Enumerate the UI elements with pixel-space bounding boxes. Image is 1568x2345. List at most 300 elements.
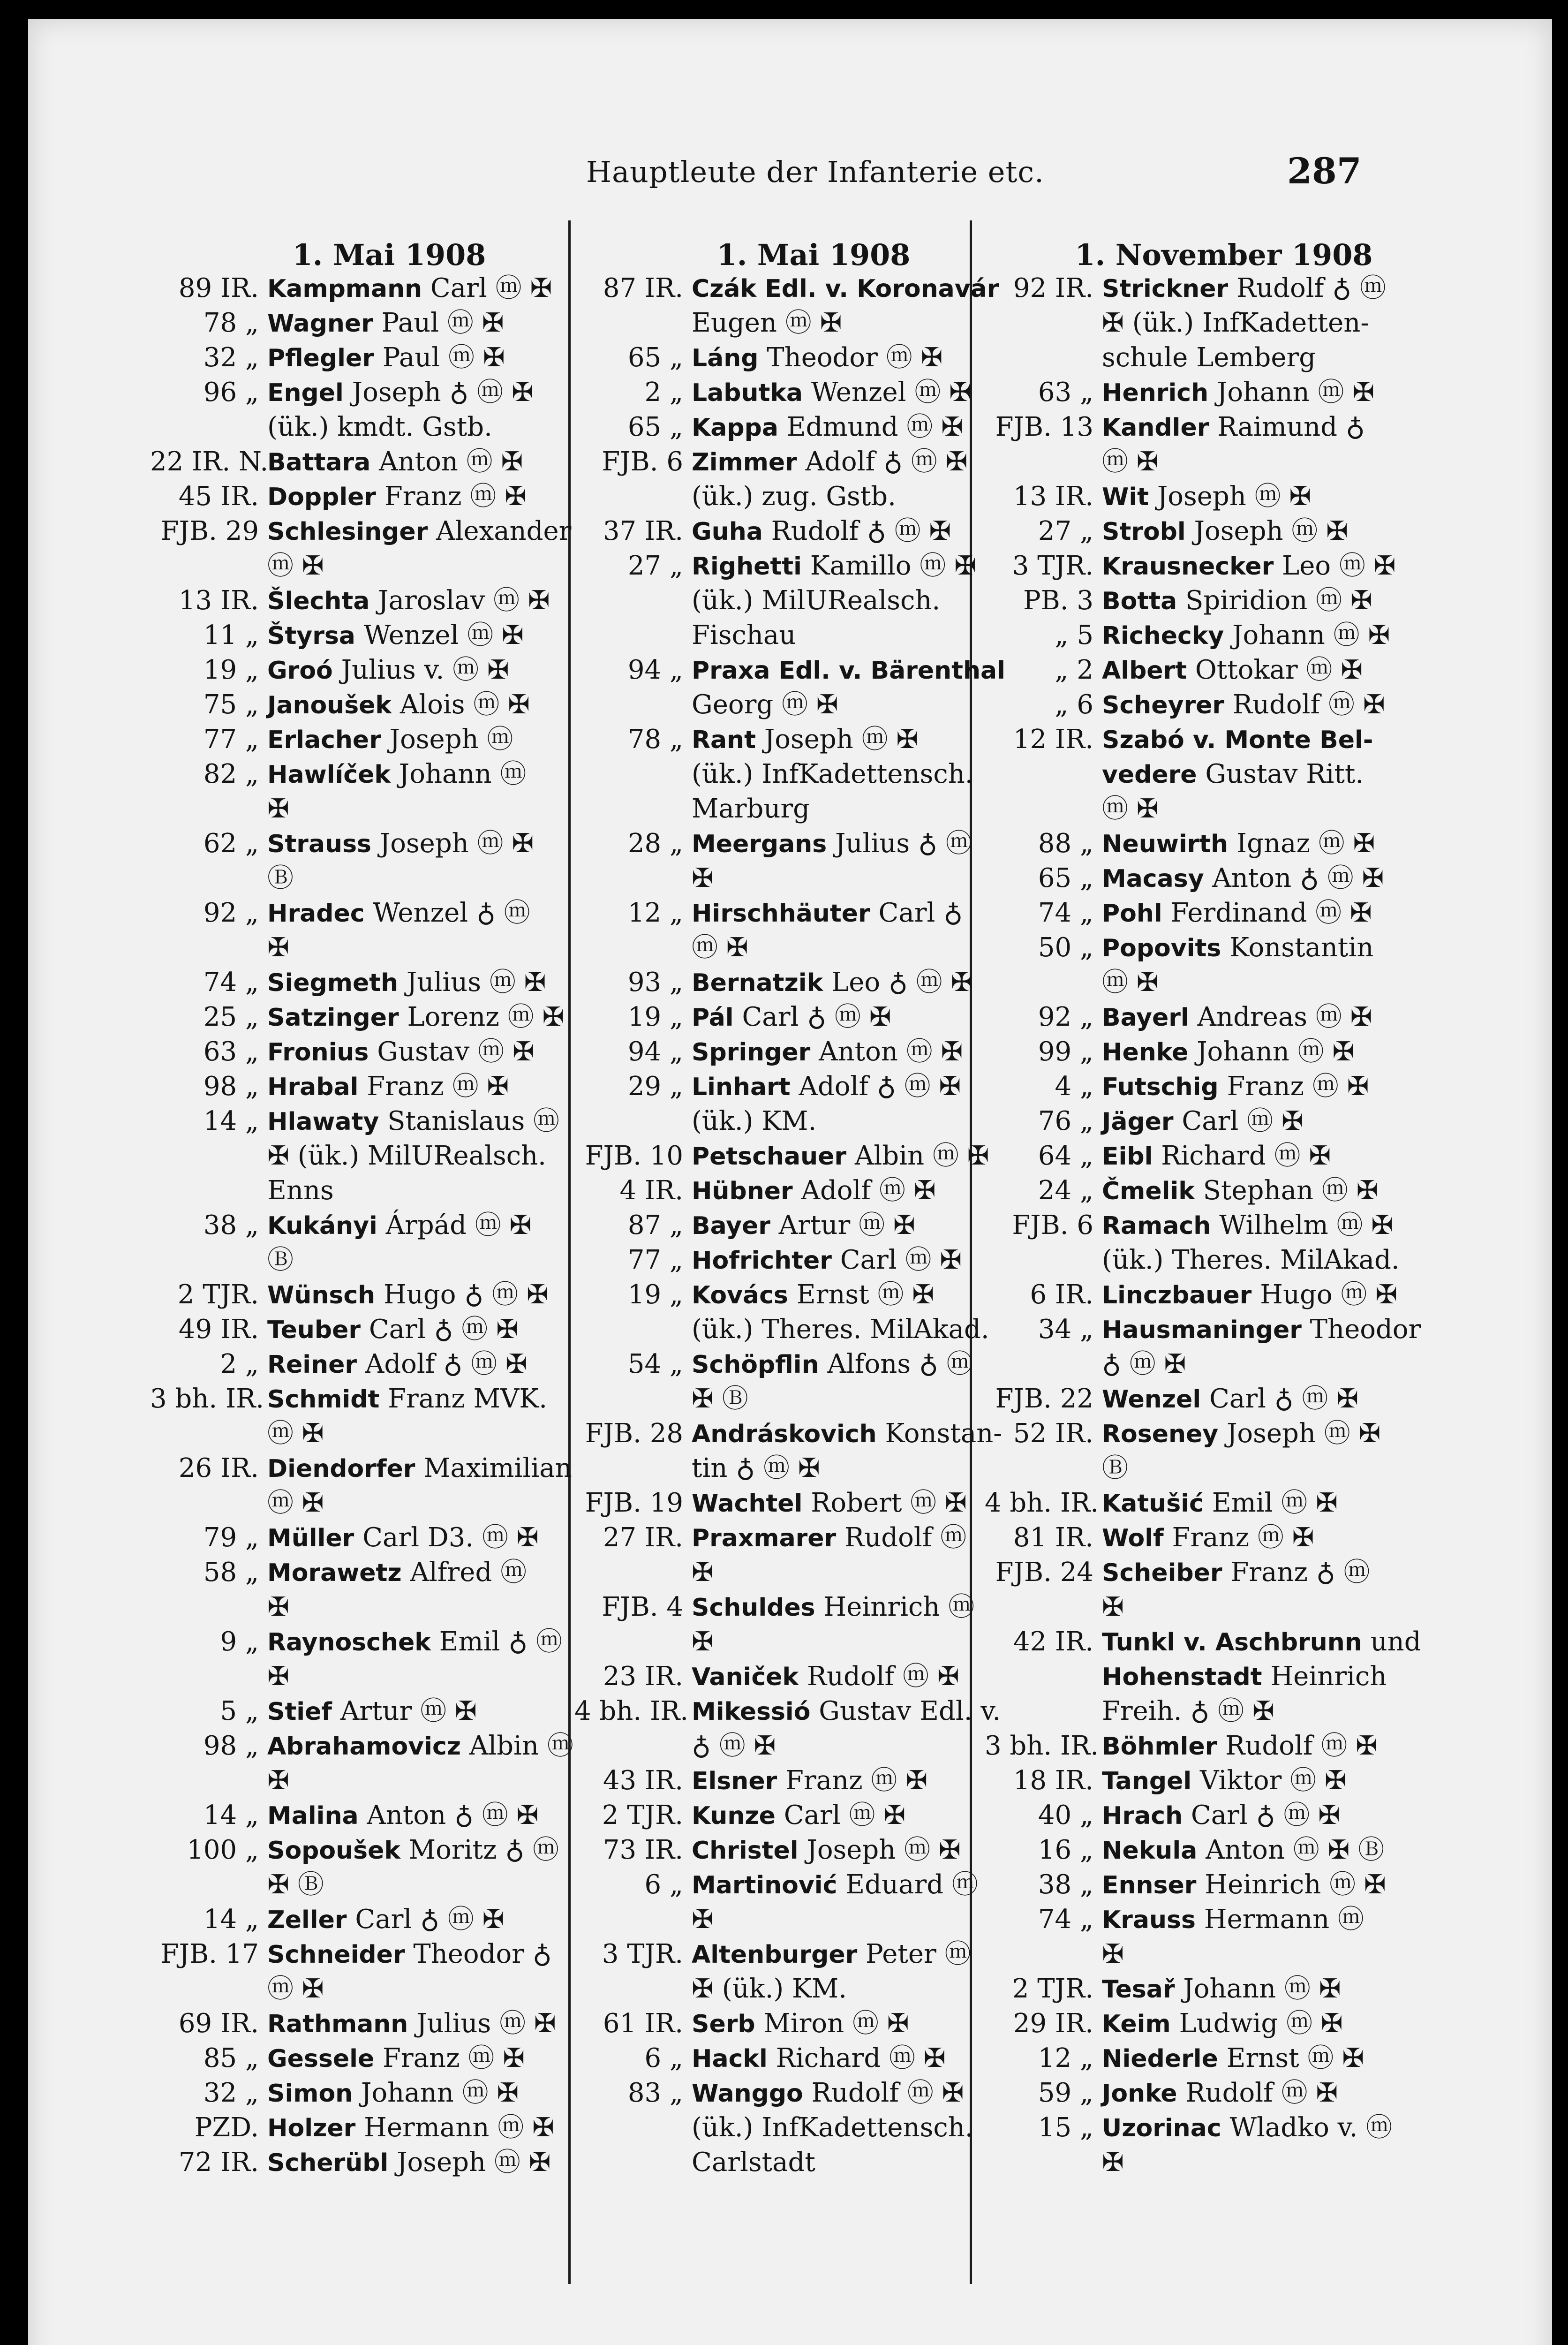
entry-details: Alfons ♁ ⓜ — [827, 1349, 973, 1379]
entry-details: (ük.) kmdt. Gstb. — [267, 412, 492, 442]
entry-text — [692, 306, 996, 341]
unit-label: 100 „ — [187, 1835, 259, 1865]
entry-text — [267, 1173, 572, 1209]
unit-label: 29 „ — [627, 1071, 683, 1102]
unit-label: 73 IR. — [603, 1835, 683, 1865]
entry-text — [267, 1069, 572, 1104]
surname: Schöpflin — [692, 1351, 819, 1379]
entry-text — [1102, 722, 1407, 757]
entry-text — [1102, 410, 1407, 445]
unit-label: 77 „ — [203, 724, 259, 755]
unit-label: 2 TJR. — [1012, 1974, 1093, 2004]
surname: Sopoušek — [267, 1837, 400, 1865]
roster-line — [150, 479, 572, 514]
entry-text — [1102, 1243, 1407, 1278]
entry-details: ⓜ ✠ — [1102, 794, 1159, 824]
entry-details: Joseph ⓜ ✠ — [807, 1835, 961, 1865]
entry-details: Maximilian — [423, 1453, 572, 1483]
surname: Janoušek — [267, 691, 392, 719]
unit-label: 6 IR. — [1030, 1279, 1093, 1310]
surname: Hrabal — [267, 1073, 359, 1101]
entry-details: Leo ♁ ⓜ ✠ — [831, 967, 973, 998]
unit-label: FJB. 17 — [160, 1939, 259, 1969]
entry-details: Carl ♁ ⓜ ✠ — [1209, 1384, 1359, 1414]
unit-label: 61 IR. — [603, 2008, 683, 2039]
unit-label: 19 „ — [203, 655, 259, 685]
entry-text — [267, 340, 572, 376]
surname: Pohl — [1102, 900, 1162, 928]
unit-label: 38 „ — [203, 1210, 259, 1241]
entry-text — [1102, 1868, 1407, 1903]
unit-label: 45 IR. — [178, 481, 259, 512]
unit-label: 63 „ — [203, 1036, 259, 1067]
entry-details: Carl ♁ ⓜ ✠ — [369, 1314, 518, 1345]
entry-text — [692, 618, 996, 653]
entry-details: Joseph ⓜ ✠ — [1157, 481, 1312, 512]
entry-details: Carl ♁ ⓜ ✠ — [1191, 1800, 1341, 1831]
unit-label: 27 IR. — [603, 1522, 683, 1553]
roster-line — [985, 1104, 1407, 1139]
unit-label: 12 „ — [1038, 2043, 1093, 2073]
unit-label: 77 „ — [627, 1245, 683, 1275]
surname: Erlacher — [267, 726, 381, 754]
unit-label: 49 IR. — [178, 1314, 259, 1345]
entry-details: Johann ⓜ — [399, 759, 527, 789]
roster-line — [150, 583, 572, 618]
surname: Meergans — [692, 830, 827, 858]
surname: Hirschhäuter — [692, 900, 870, 928]
roster-line — [150, 1382, 572, 1416]
surname: Linhart — [692, 1073, 791, 1101]
roster-line — [985, 1451, 1407, 1486]
roster-line — [574, 1625, 996, 1659]
entry-details: Anton ⓜ ✠ Ⓑ — [1206, 1835, 1385, 1865]
unit-label: 12 IR. — [1013, 724, 1093, 755]
roster-line — [150, 306, 572, 340]
unit-label: 3 TJR. — [1012, 551, 1093, 581]
entry-text — [692, 1937, 996, 1972]
entry-text — [267, 2145, 572, 2180]
surname: Fronius — [267, 1038, 369, 1067]
unit-label: FJB. 19 — [585, 1488, 683, 1518]
entry-details: Rudolf ⓜ ✠ — [811, 2078, 964, 2108]
unit-label: 81 IR. — [1013, 1522, 1093, 1553]
entry-text — [1102, 1035, 1407, 1070]
roster-line — [574, 1208, 996, 1243]
entry-text — [1102, 1590, 1407, 1625]
entry-details: Wenzel ⓜ ✠ — [811, 377, 972, 408]
surname: Krauss — [1102, 1906, 1196, 1934]
entry-text — [1102, 896, 1407, 931]
roster-line — [574, 1833, 996, 1868]
unit-label: 23 IR. — [603, 1661, 683, 1692]
entry-details: Robert ⓜ ✠ — [811, 1488, 967, 1518]
entry-text — [267, 1451, 572, 1486]
roster-line — [150, 1035, 572, 1069]
entry-details: Anton ⓜ ✠ — [819, 1036, 963, 1067]
roster-line — [985, 2145, 1407, 2180]
roster-line — [150, 1625, 572, 1659]
entry-text — [267, 861, 572, 896]
entry-text — [692, 1972, 996, 2007]
surname: Ramach — [1102, 1212, 1211, 1240]
entry-text — [267, 1902, 572, 1937]
entry-details: Artur ⓜ ✠ — [340, 1696, 477, 1726]
entry-details: Ernst ⓜ ✠ — [796, 1279, 935, 1310]
entry-details: Albin ⓜ ✠ — [854, 1141, 989, 1171]
entry-text — [692, 722, 996, 757]
entry-details: ⓜ ✠ — [692, 932, 748, 963]
entry-text — [692, 1590, 996, 1625]
entry-details: Joseph ⓜ ✠ — [1226, 1418, 1381, 1449]
unit-label: 79 „ — [203, 1522, 259, 1553]
column-heading: 1. November 1908 — [1075, 238, 1373, 272]
entry-text — [692, 445, 996, 480]
roster-line — [150, 2006, 572, 2041]
entry-text — [267, 375, 572, 410]
roster-line — [574, 306, 996, 340]
entry-details: (ük.) Theres. MilAkad. — [692, 1314, 989, 1345]
roster-line — [574, 1972, 996, 2006]
entry-text — [1102, 1382, 1407, 1417]
roster-line — [574, 722, 996, 757]
unit-label: 18 IR. — [1013, 1765, 1093, 1796]
entry-text — [692, 549, 996, 584]
surname: Keim — [1102, 2010, 1171, 2038]
entry-details: Rudolf ⓜ ✠ — [1185, 2078, 1338, 2108]
unit-label: 85 „ — [203, 2043, 259, 2073]
roster-line — [574, 583, 996, 618]
entry-text — [1102, 1972, 1407, 2007]
entry-text — [692, 1625, 996, 1660]
entry-details: Rudolf ♁ ⓜ — [1236, 273, 1386, 303]
roster-line — [574, 1729, 996, 1763]
entry-details: Heinrich ⓜ — [823, 1592, 975, 1622]
entry-details: Jaroslav ⓜ ✠ — [378, 585, 550, 616]
surname: Hohenstadt — [1102, 1663, 1262, 1691]
roster-line — [150, 1763, 572, 1798]
entry-details: Julius v. ⓜ ✠ — [341, 655, 509, 685]
surname: Abrahamovicz — [267, 1732, 461, 1761]
roster-line — [985, 1173, 1407, 1208]
roster-line — [150, 1972, 572, 2006]
entry-details: (ük.) zug. Gstb. — [692, 481, 896, 512]
roster-line — [150, 653, 572, 688]
entry-details: ✠ — [692, 863, 714, 893]
surname: Botta — [1102, 587, 1177, 615]
entry-details: ✠ — [267, 1592, 289, 1622]
entry-text — [267, 688, 572, 723]
entry-text — [267, 1000, 572, 1035]
entry-details: Spiridion ⓜ ✠ — [1185, 585, 1372, 616]
roster-line — [150, 549, 572, 583]
roster-line — [985, 861, 1407, 896]
surname: Kukányi — [267, 1212, 377, 1240]
entry-text — [692, 861, 996, 896]
surname: Czák Edl. v. Koronavár — [692, 275, 999, 303]
unit-label: 43 IR. — [603, 1765, 683, 1796]
entry-details: Heinrich — [1270, 1661, 1387, 1692]
surname: Tesař — [1102, 1975, 1175, 2004]
entry-details: Carl ♁ ⓜ ✠ — [355, 1904, 505, 1935]
roster-line — [985, 410, 1407, 445]
entry-details: Franz ⓜ ✠ — [1172, 1522, 1314, 1553]
column-3 — [985, 238, 1421, 2303]
surname: Satzinger — [267, 1004, 399, 1032]
roster-line — [574, 479, 996, 514]
entry-details: Franz ⓜ ✠ — [367, 1071, 509, 1102]
entry-text — [692, 653, 1005, 688]
roster-line — [985, 1972, 1407, 2006]
entry-text — [1102, 340, 1407, 376]
surname: Kovács — [692, 1281, 788, 1309]
surname: Hübner — [692, 1177, 793, 1205]
surname: Štyrsa — [267, 622, 355, 650]
roster-line — [985, 1000, 1407, 1035]
surname: Nekula — [1102, 1837, 1198, 1865]
surname: Hausmaninger — [1102, 1316, 1302, 1344]
unit-label: 28 „ — [627, 828, 683, 859]
entry-text — [692, 583, 996, 619]
surname: Strobl — [1102, 518, 1186, 546]
roster-line — [574, 1694, 1001, 1729]
entry-text — [1102, 2076, 1407, 2111]
entry-details: Artur ⓜ ✠ — [778, 1210, 915, 1241]
entry-text — [267, 306, 572, 341]
surname: Wolf — [1102, 1524, 1164, 1552]
column-heading: 1. Mai 1908 — [292, 238, 486, 272]
surname: Wachtel — [692, 1490, 803, 1518]
unit-label: 89 IR. — [178, 273, 259, 303]
surname: Kandler — [1102, 414, 1209, 442]
entry-details: Heinrich ⓜ ✠ — [1205, 1869, 1386, 1900]
entry-text — [267, 1278, 572, 1313]
roster-line — [574, 1347, 996, 1382]
entry-text — [1102, 618, 1407, 653]
roster-line — [574, 445, 996, 479]
entry-details: (ük.) KM. — [692, 1106, 817, 1136]
roster-line — [574, 896, 996, 930]
roster-line — [985, 1416, 1407, 1451]
entry-text — [267, 1590, 572, 1625]
unit-label: 64 „ — [1038, 1141, 1093, 1171]
surname: Schuldes — [692, 1594, 815, 1622]
entry-text — [267, 2076, 572, 2111]
entry-text — [692, 896, 996, 931]
entry-details: Richard ⓜ ✠ — [776, 2043, 946, 2073]
roster-line — [574, 375, 996, 410]
surname: Kunze — [692, 1802, 776, 1830]
surname: Böhmler — [1102, 1732, 1217, 1761]
roster-line — [985, 1208, 1407, 1243]
entry-text — [267, 271, 572, 306]
entry-text — [1102, 1833, 1407, 1868]
roster-line — [150, 271, 572, 306]
surname: Krausnecker — [1102, 552, 1274, 581]
entry-text — [1102, 930, 1407, 966]
surname: Springer — [692, 1038, 811, 1067]
roster-line — [150, 2041, 572, 2076]
entry-text — [1102, 1312, 1421, 1347]
entry-details: Eugen ⓜ ✠ — [692, 308, 842, 338]
surname: Hofrichter — [692, 1247, 832, 1275]
entry-text — [692, 271, 999, 306]
surname: Rant — [692, 726, 756, 754]
roster-line — [150, 1243, 572, 1278]
unit-label: 25 „ — [203, 1002, 259, 1032]
unit-label: 74 „ — [1038, 1904, 1093, 1935]
roster-line — [574, 2076, 996, 2110]
entry-text — [692, 514, 996, 549]
entry-details: Rudolf ♁ ⓜ ✠ — [771, 516, 951, 546]
entry-text — [692, 1069, 996, 1104]
roster-line — [150, 2145, 572, 2180]
entry-text — [267, 1035, 572, 1070]
surname: Reiner — [267, 1351, 357, 1379]
surname: Roseney — [1102, 1420, 1219, 1448]
roster-line — [574, 965, 996, 1000]
entry-details: ✠ — [1102, 1939, 1124, 1969]
entry-details: Carl D3. ⓜ ✠ — [362, 1522, 539, 1553]
roster-line — [574, 1243, 996, 1278]
surname: Eibl — [1102, 1142, 1153, 1171]
entry-details: Miron ⓜ ✠ — [763, 2008, 909, 2039]
entry-text — [692, 1833, 996, 1868]
entry-text — [1102, 2145, 1407, 2180]
entry-details: Leo ⓜ ✠ — [1282, 551, 1396, 581]
entry-details: Anton ⓜ ✠ — [379, 446, 523, 477]
entry-text — [1102, 514, 1407, 549]
unit-label: 9 „ — [220, 1626, 259, 1657]
entry-text — [267, 618, 572, 653]
entry-text — [692, 1729, 996, 1764]
entry-text — [692, 1104, 996, 1139]
entry-text — [1102, 1625, 1421, 1660]
entry-text — [1102, 1659, 1407, 1694]
entry-text — [1102, 2110, 1407, 2146]
entry-text — [1102, 1000, 1407, 1035]
entry-text — [1102, 965, 1407, 1000]
surname: Guha — [692, 518, 763, 546]
entry-text — [267, 445, 572, 480]
roster-line — [150, 1555, 572, 1590]
unit-label: 3 bh. IR. — [150, 1384, 264, 1414]
surname: Hackl — [692, 2045, 768, 2073]
roster-line — [985, 1243, 1407, 1278]
entry-details: Rudolf ⓜ ✠ — [1225, 1731, 1378, 1761]
entry-details: Joseph ⓜ ✠ — [379, 828, 534, 859]
entry-details: Alfred ⓜ — [410, 1557, 527, 1588]
entry-details: Johann ⓜ ✠ — [1183, 1974, 1341, 2004]
entry-text — [267, 1694, 572, 1729]
entry-text — [1102, 375, 1407, 410]
unit-label: 59 „ — [1038, 2078, 1093, 2108]
roster-line — [150, 1139, 572, 1173]
entry-details: Julius ⓜ ✠ — [406, 967, 546, 998]
entry-text — [267, 1382, 572, 1417]
roster-line — [574, 1868, 996, 1902]
roster-line — [150, 1833, 572, 1868]
entry-text — [692, 1173, 996, 1209]
roster-line — [574, 340, 996, 375]
roster-line — [985, 1520, 1407, 1555]
entry-text — [692, 2006, 996, 2042]
entry-details: ✠ (ük.) MilURealsch. — [267, 1141, 546, 1171]
entry-details: Paul ⓜ ✠ — [382, 342, 505, 373]
entry-details: ✠ — [692, 1904, 714, 1935]
entry-text — [692, 1798, 996, 1833]
entry-details: Alois ⓜ ✠ — [400, 689, 530, 720]
entry-details: Joseph ⓜ ✠ — [397, 2147, 551, 2178]
entry-text — [1102, 1173, 1407, 1209]
entry-details: Alexander — [436, 516, 572, 546]
entry-text — [692, 375, 996, 410]
entry-text — [267, 1347, 572, 1382]
surname: Šlechta — [267, 587, 370, 615]
roster-line — [150, 1868, 572, 1902]
entry-details: Adolf ♁ ⓜ ✠ — [805, 446, 968, 477]
entry-text — [692, 1382, 996, 1417]
entry-details: Anton ♁ ⓜ ✠ — [1212, 863, 1384, 893]
entry-details: Ⓑ — [267, 1245, 294, 1275]
entry-text — [1102, 792, 1407, 827]
entry-text — [1102, 757, 1407, 792]
surname: Uzorinac — [1102, 2114, 1221, 2142]
surname: Čmelik — [1102, 1177, 1195, 1205]
unit-label: „ 6 — [1055, 689, 1093, 720]
entry-details: Ferdinand ⓜ ✠ — [1170, 898, 1372, 928]
roster-line — [150, 1520, 572, 1555]
roster-line — [574, 1590, 996, 1625]
surname: Petschauer — [692, 1142, 847, 1171]
entry-details: Enns — [267, 1175, 334, 1206]
unit-label: 63 „ — [1038, 377, 1093, 408]
surname: Henke — [1102, 1038, 1189, 1067]
entry-text — [267, 930, 572, 966]
entry-text — [267, 1833, 572, 1868]
entry-details: Franz ♁ ⓜ — [1230, 1557, 1370, 1588]
roster-line — [574, 514, 996, 549]
roster-line — [985, 445, 1407, 479]
entry-text — [1102, 1694, 1407, 1729]
entry-details: Franz ⓜ ✠ — [384, 481, 527, 512]
unit-label: „ 2 — [1055, 655, 1093, 685]
roster-line — [985, 514, 1407, 549]
entry-details: Theodor ♁ — [413, 1939, 552, 1969]
roster-line — [574, 410, 996, 445]
roster-line — [985, 618, 1407, 653]
surname: Richecky — [1102, 622, 1224, 650]
roster-line — [985, 826, 1407, 861]
entry-text — [1102, 549, 1407, 584]
unit-label: 4 „ — [1055, 1071, 1093, 1102]
entry-details: ✠ — [267, 1661, 289, 1692]
unit-label: 24 „ — [1038, 1175, 1093, 1206]
surname: Labutka — [692, 379, 803, 407]
roster-line — [574, 618, 996, 653]
entry-details: Moritz ♁ ⓜ — [408, 1835, 559, 1865]
unit-label: 16 „ — [1038, 1835, 1093, 1865]
roster-line — [574, 1278, 996, 1312]
entry-text — [267, 2041, 572, 2076]
entry-text — [1102, 306, 1407, 341]
entry-details: Fischau — [692, 620, 796, 651]
entry-text — [1102, 688, 1407, 723]
roster-line — [574, 1798, 996, 1833]
entry-text — [1102, 1763, 1407, 1799]
unit-label: 62 „ — [203, 828, 259, 859]
entry-text — [267, 2006, 572, 2042]
